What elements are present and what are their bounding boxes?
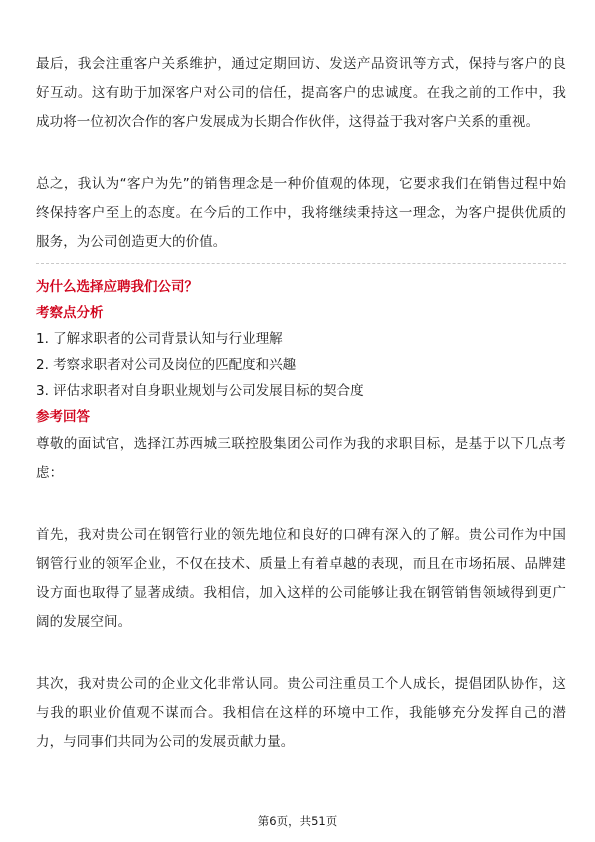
intro-paragraph-1: 最后，我会注重客户关系维护，通过定期回访、发送产品资讯等方式，保持与客户的良好互动。这有助于加深客户对公司的信任，提高客户的忠诚度。在我之前的工作中，我成功将一位初次合作的客户发展成为长期合作伙伴，这得益于我对客户关系的重视。 [36,56,566,130]
answer-paragraph-2: 首先，我对贵公司在钢管行业的领先地位和良好的口碑有深入的了解。贵公司作为中国钢管行业的领军企业，不仅在技术、质量上有着卓越的表现，而且在市场拓展、品牌建设方面也取得了显著成绩。我相信，加入这样的公司能够让我在钢管销售领域得到更广阔的发展空间。 [36,527,566,630]
analysis-item-2: 2. 考察求职者对公司及岗位的匹配度和兴趣 [36,357,297,373]
paragraph-spacer [36,137,566,170]
paragraph-spacer [36,637,566,670]
page-number: 第6页，共51页 [257,814,338,828]
analysis-label: 考察点分析 [36,305,104,321]
section-divider [36,263,566,264]
intro-paragraph-2: 总之，我认为“客户为先”的销售理念是一种价值观的体现，它要求我们在销售过程中始终保持客户至上的态度。在今后的工作中，我将继续秉持这一理念，为客户提供优质的服务，为公司创造更大的价值。 [36,176,566,250]
answer-label: 参考回答 [36,409,90,425]
answer-paragraph-1: 尊敬的面试官，选择江苏西城三联控股集团公司作为我的求职目标，是基于以下几点考虑： [36,436,566,481]
analysis-item-1: 1. 了解求职者的公司背景认知与行业理解 [36,331,283,347]
paragraph-spacer [36,488,566,521]
question-title: 为什么选择应聘我们公司？ [36,279,198,295]
page-content [36,50,566,757]
answer-paragraph-3: 其次，我对贵公司的企业文化非常认同。贵公司注重员工个人成长，提倡团队协作，这与我的职业价值观不谋而合。我相信在这样的环境中工作，我能够充分发挥自己的潜力，与同事们共同为公司的发展贡献力量。 [36,676,566,750]
analysis-item-3: 3. 评估求职者对自身职业规划与公司发展目标的契合度 [36,383,364,399]
